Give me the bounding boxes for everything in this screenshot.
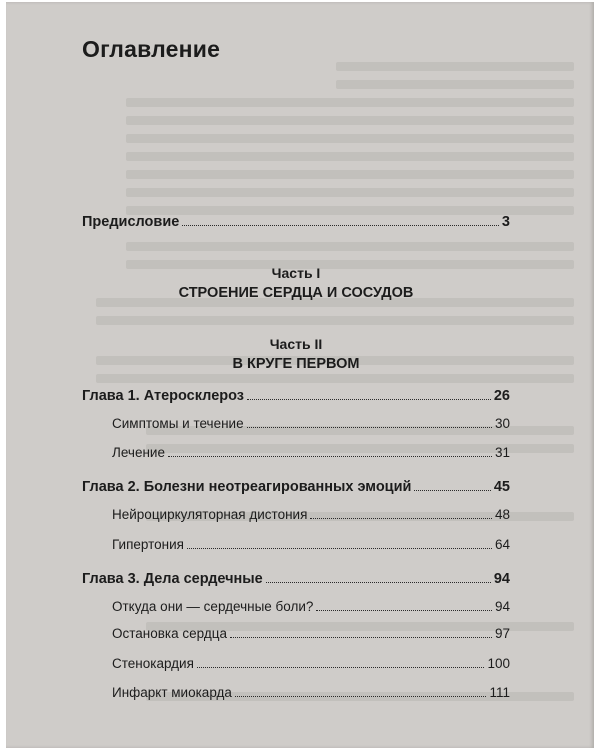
show-through-line — [336, 80, 574, 89]
show-through-line — [126, 134, 574, 143]
toc-leader-dots — [235, 696, 487, 697]
toc-entry-section[interactable] — [112, 507, 510, 523]
toc-page-number: 31 — [494, 445, 510, 460]
toc-page-number: 97 — [494, 626, 510, 641]
toc-entry-label: Предисловие — [82, 214, 180, 230]
show-through-line — [126, 116, 574, 125]
toc-entry-section[interactable] — [112, 626, 510, 642]
show-through-line — [96, 316, 574, 325]
toc-leader-dots — [247, 399, 491, 400]
toc-entry-chapter-3[interactable] — [82, 571, 510, 587]
toc-page-number: 45 — [493, 479, 510, 495]
toc-entry-label: Глава 3. Дела сердечные — [82, 571, 263, 587]
toc-page-number: 94 — [493, 571, 510, 587]
toc-leader-dots — [414, 490, 490, 491]
toc-entry-chapter-1[interactable] — [82, 388, 510, 404]
toc-entry-label: Глава 2. Болезни неотреагированных эмоций — [82, 479, 412, 495]
toc-page-number: 94 — [494, 599, 510, 614]
part-title: СТРОЕНИЕ СЕРДЦА И СОСУДОВ — [178, 285, 414, 301]
toc-page-number: 111 — [489, 685, 510, 700]
toc-leader-dots — [266, 582, 491, 583]
toc-leader-dots — [247, 427, 492, 428]
show-through-line — [126, 170, 574, 179]
book-page — [6, 2, 594, 748]
part-title: В КРУГЕ ПЕРВОМ — [232, 356, 360, 372]
toc-page-number: 3 — [501, 214, 510, 230]
show-through-line — [336, 62, 574, 71]
toc-entry-section[interactable] — [112, 416, 510, 432]
toc-entry-label: Гипертония — [112, 537, 184, 552]
show-through-line — [126, 152, 574, 161]
toc-entry-label: Остановка сердца — [112, 626, 227, 641]
toc-leader-dots — [316, 610, 492, 611]
toc-entry-chapter-2[interactable] — [82, 479, 510, 495]
toc-page-number: 64 — [494, 537, 510, 552]
toc-entry-label: Откуда они — сердечные боли? — [112, 599, 314, 614]
toc-page-number: 30 — [494, 416, 510, 431]
toc-entry-label: Лечение — [112, 445, 165, 460]
toc-entry-label: Глава 1. Атеросклероз — [82, 388, 244, 404]
toc-entry-label: Симптомы и течение — [112, 416, 244, 431]
toc-entry-section[interactable] — [112, 445, 510, 461]
toc-page-number: 26 — [493, 388, 510, 404]
toc-entry-section[interactable] — [112, 685, 510, 701]
show-through-line — [126, 242, 574, 251]
part-number: Часть I — [271, 265, 321, 281]
show-through-line — [126, 98, 574, 107]
toc-page-number: 100 — [487, 656, 510, 671]
toc-leader-dots — [182, 225, 499, 226]
toc-entry-label: Стенокардия — [112, 656, 194, 671]
toc-leader-dots — [168, 456, 492, 457]
show-through-line — [96, 374, 574, 383]
toc-leader-dots — [230, 637, 492, 638]
toc-leader-dots — [187, 548, 492, 549]
toc-entry-label: Инфаркт миокарда — [112, 685, 232, 700]
toc-leader-dots — [310, 518, 492, 519]
toc-entry-preface[interactable] — [82, 214, 510, 230]
toc-leader-dots — [197, 667, 485, 668]
part-number: Часть II — [269, 336, 323, 352]
toc-entry-section[interactable] — [112, 537, 510, 553]
toc-entry-section[interactable] — [112, 599, 510, 615]
toc-page-number: 48 — [494, 507, 510, 522]
show-through-line — [126, 188, 574, 197]
page-title: Оглавление — [82, 36, 221, 62]
toc-entry-section[interactable] — [112, 656, 510, 672]
toc-entry-label: Нейроциркуляторная дистония — [112, 507, 308, 522]
